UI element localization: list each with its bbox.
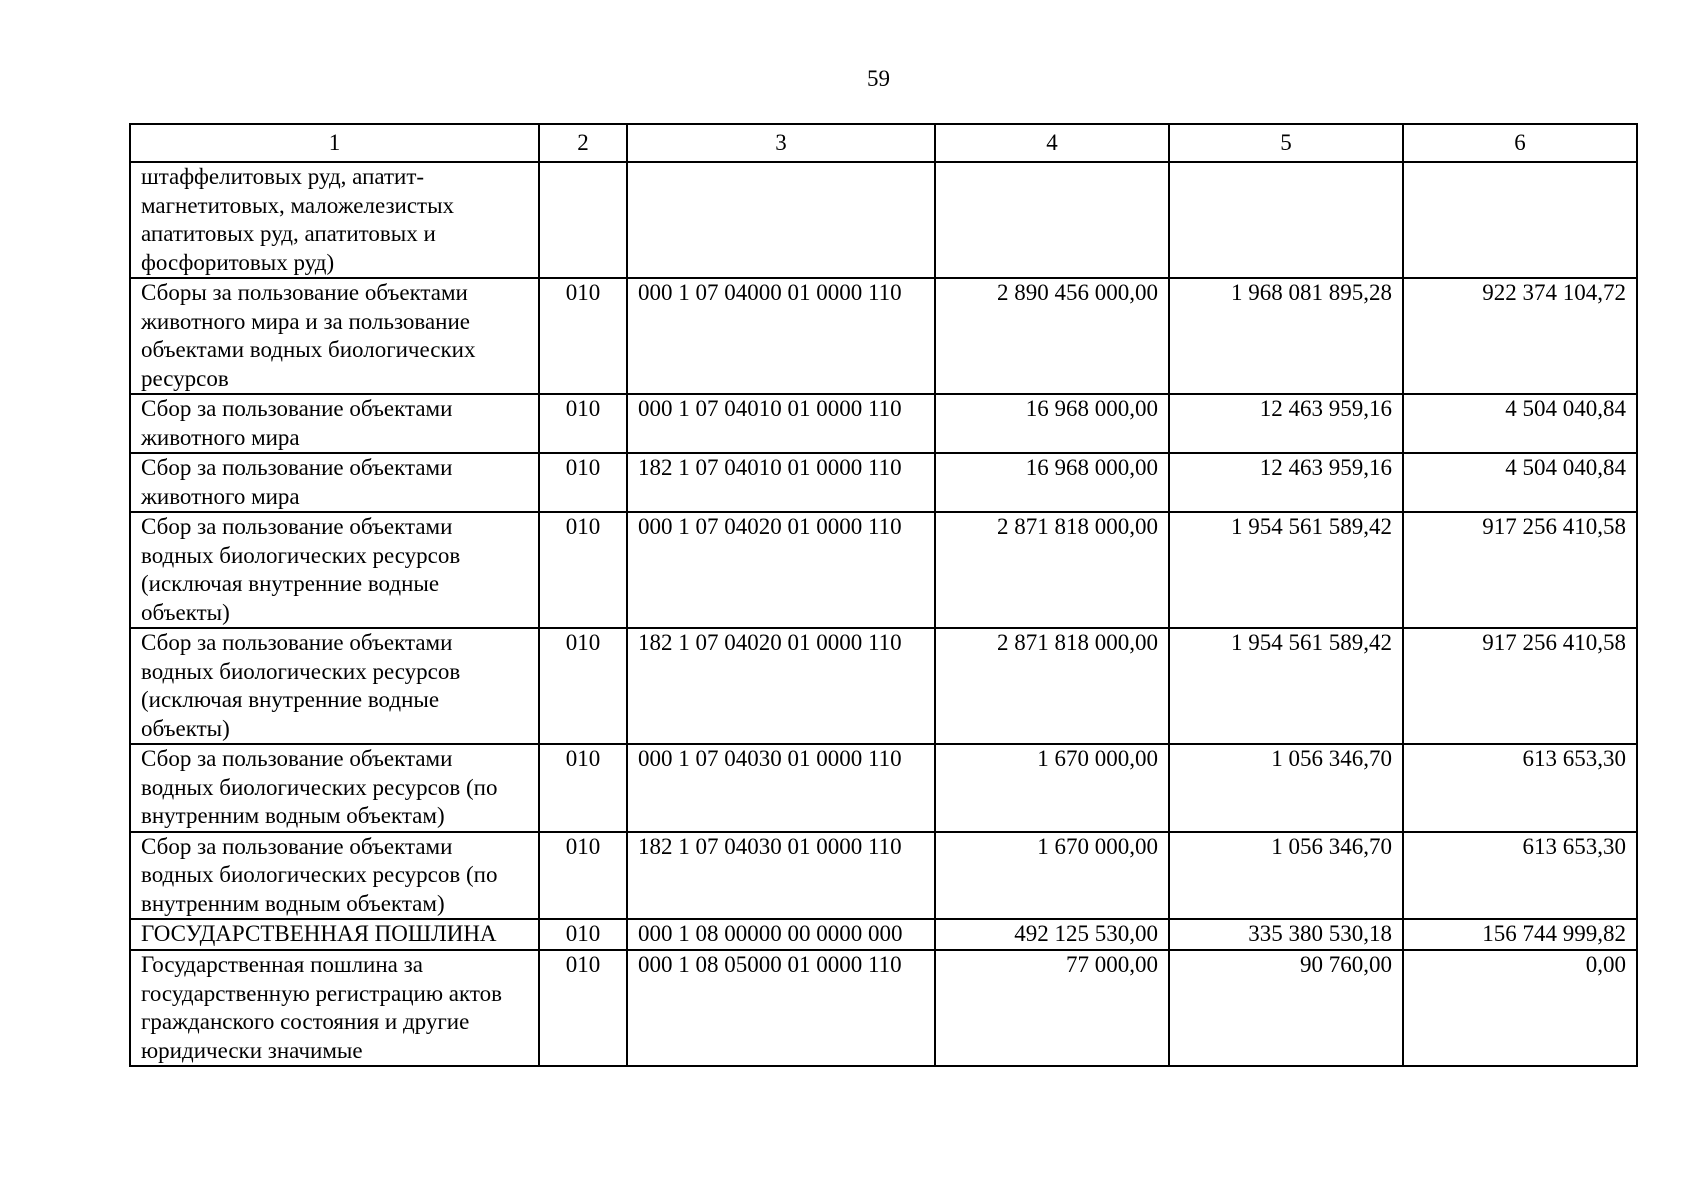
row-code: 010 [539, 394, 627, 453]
row-code: 010 [539, 950, 627, 1066]
row-approved: 2 871 818 000,00 [935, 512, 1169, 628]
row-name: ГОСУДАРСТВЕННАЯ ПОШЛИНА [130, 919, 539, 950]
row-name: Сбор за пользование объектами водных биологических ресурсов (по внутренним водным объектам) [130, 832, 539, 920]
row-executed: 1 056 346,70 [1169, 832, 1403, 920]
row-executed: 1 954 561 589,42 [1169, 628, 1403, 744]
row-kbk: 000 1 07 04000 01 0000 110 [627, 278, 935, 394]
row-approved: 16 968 000,00 [935, 453, 1169, 512]
row-approved: 16 968 000,00 [935, 394, 1169, 453]
row-kbk: 000 1 07 04030 01 0000 110 [627, 744, 935, 832]
row-executed: 12 463 959,16 [1169, 394, 1403, 453]
row-name: Сбор за пользование объектами водных биологических ресурсов (исключая внутренние водные объекты) [130, 512, 539, 628]
table-row [130, 394, 1637, 453]
row-executed: 335 380 530,18 [1169, 919, 1403, 950]
table-row [130, 919, 1637, 950]
row-approved: 1 670 000,00 [935, 832, 1169, 920]
row-unexecuted: 4 504 040,84 [1403, 453, 1637, 512]
row-unexecuted: 613 653,30 [1403, 832, 1637, 920]
table-row [130, 453, 1637, 512]
row-kbk: 000 1 08 05000 01 0000 110 [627, 950, 935, 1066]
row-kbk: 000 1 07 04010 01 0000 110 [627, 394, 935, 453]
row-approved [935, 162, 1169, 278]
row-code: 010 [539, 278, 627, 394]
row-code [539, 162, 627, 278]
table-row [130, 832, 1637, 920]
table-row [130, 162, 1637, 278]
row-approved: 2 871 818 000,00 [935, 628, 1169, 744]
table-row [130, 628, 1637, 744]
row-unexecuted: 156 744 999,82 [1403, 919, 1637, 950]
header-col-3: 3 [627, 124, 935, 162]
row-unexecuted [1403, 162, 1637, 278]
row-kbk: 182 1 07 04030 01 0000 110 [627, 832, 935, 920]
row-kbk [627, 162, 935, 278]
row-unexecuted: 917 256 410,58 [1403, 512, 1637, 628]
row-code: 010 [539, 832, 627, 920]
row-code: 010 [539, 628, 627, 744]
table-row [130, 744, 1637, 832]
row-executed: 90 760,00 [1169, 950, 1403, 1066]
table-row [130, 278, 1637, 394]
table-header-row [130, 124, 1637, 162]
row-executed [1169, 162, 1403, 278]
table-row [130, 512, 1637, 628]
row-executed: 1 968 081 895,28 [1169, 278, 1403, 394]
row-name: Сборы за пользование объектами животного мира и за пользование объектами водных биологических ресурсов [130, 278, 539, 394]
row-name: Сбор за пользование объектами животного мира [130, 453, 539, 512]
header-col-1: 1 [130, 124, 539, 162]
row-kbk: 000 1 08 00000 00 0000 000 [627, 919, 935, 950]
row-code: 010 [539, 512, 627, 628]
budget-table [129, 123, 1638, 1067]
table-row [130, 950, 1637, 1066]
row-name: Сбор за пользование объектами водных биологических ресурсов (по внутренним водным объектам) [130, 744, 539, 832]
row-name: Государственная пошлина за государственную регистрацию актов гражданского состояния и другие юридически значимые [130, 950, 539, 1066]
row-approved: 492 125 530,00 [935, 919, 1169, 950]
row-code: 010 [539, 453, 627, 512]
row-approved: 2 890 456 000,00 [935, 278, 1169, 394]
row-executed: 12 463 959,16 [1169, 453, 1403, 512]
row-unexecuted: 917 256 410,58 [1403, 628, 1637, 744]
row-code: 010 [539, 919, 627, 950]
row-name: Сбор за пользование объектами водных биологических ресурсов (исключая внутренние водные объекты) [130, 628, 539, 744]
row-executed: 1 056 346,70 [1169, 744, 1403, 832]
row-unexecuted: 4 504 040,84 [1403, 394, 1637, 453]
row-kbk: 182 1 07 04020 01 0000 110 [627, 628, 935, 744]
row-code: 010 [539, 744, 627, 832]
row-unexecuted: 613 653,30 [1403, 744, 1637, 832]
header-col-6: 6 [1403, 124, 1637, 162]
row-kbk: 182 1 07 04010 01 0000 110 [627, 453, 935, 512]
row-approved: 77 000,00 [935, 950, 1169, 1066]
row-unexecuted: 922 374 104,72 [1403, 278, 1637, 394]
row-unexecuted: 0,00 [1403, 950, 1637, 1066]
page-number: 59 [867, 66, 890, 91]
row-name: Сбор за пользование объектами животного мира [130, 394, 539, 453]
header-col-5: 5 [1169, 124, 1403, 162]
row-kbk: 000 1 07 04020 01 0000 110 [627, 512, 935, 628]
row-approved: 1 670 000,00 [935, 744, 1169, 832]
header-col-4: 4 [935, 124, 1169, 162]
header-col-2: 2 [539, 124, 627, 162]
row-name: штаффелитовых руд, апатит-магнетитовых, маложелезистых апатитовых руд, апатитовых и фосфоритовых руд) [130, 162, 539, 278]
row-executed: 1 954 561 589,42 [1169, 512, 1403, 628]
